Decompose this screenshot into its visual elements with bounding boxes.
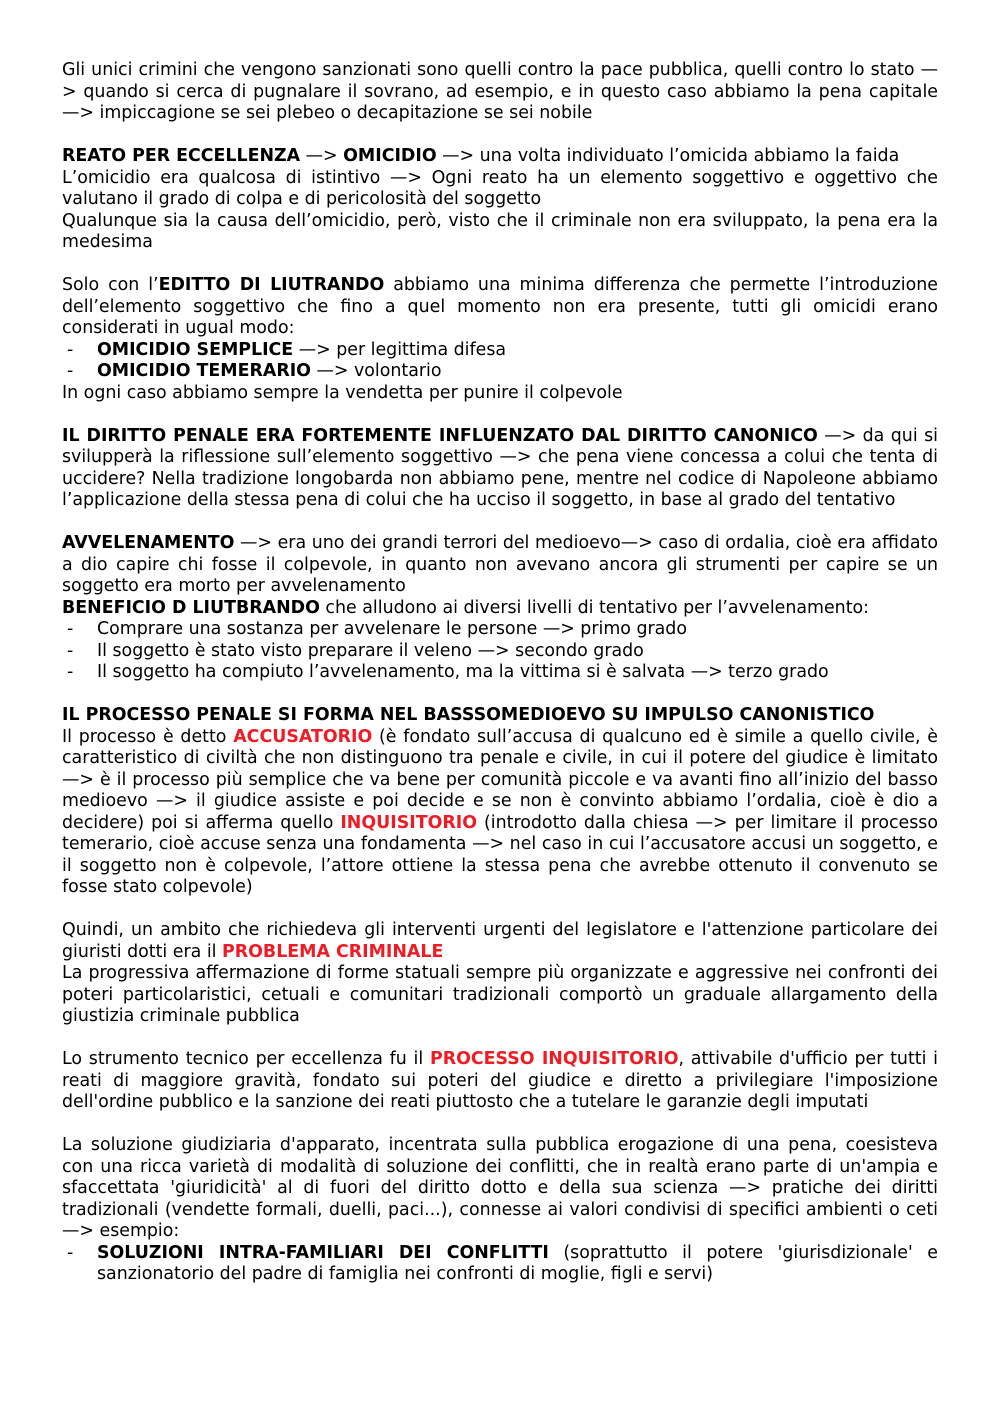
processo-mid: (è fondato sull’accusa di qualcuno ed è simile a quello civile, è caratteristico di civiltà che non distinguono tra penale e civile, in cui il potere del giudice è limitato —> è il processo più semplice che va bene per comunità piccole e va avanti fino all’inizio del basso medioevo —> il giudice assiste e poi decide e se non è convinto abbiamo l’ordalia, cioè è dio a decidere) poi si afferma quello — [62, 726, 938, 833]
accusatorio-highlight: ACCUSATORIO — [233, 726, 373, 747]
list-item — [62, 340, 938, 362]
beneficio-text: che alludono ai diversi livelli di tentativo per l’avvelenamento: — [319, 597, 870, 618]
inquisitorio-highlight: INQUISITORIO — [340, 812, 478, 833]
paragraph-vendetta: In ogni caso abbiamo sempre la vendetta per punire il colpevole — [62, 382, 623, 403]
heading-beneficio: BENEFICIO D LIUTBRANDO — [62, 597, 320, 618]
list-item-text: (soprattutto il potere 'giurisdizionale' e sanzionatorio del padre di famiglia nei confronti di moglie, figli e servi) — [97, 1242, 938, 1284]
soluzioni-intra-familiari-label: SOLUZIONI INTRA-FAMILIARI DEI CONFLITTI — [97, 1242, 549, 1263]
paragraph-soluzione-giudiziaria: La soluzione giudiziaria d'apparato, incentrata sulla pubblica erogazione di una pena, coesisteva con una ricca varietà di modalità di soluzione dei conflitti, che in realtà erano parte di un'ampia e sfaccettata 'giuridicità' al di fuori del diritto dotto e della sua scienza —> pratiche dei diritti tradizionali (vendette formali, duelli, paci...), connesse ai valori condivisi di specifici ambienti o ceti —> esempio: — [62, 1135, 938, 1241]
editto-pre: Solo con l’ — [62, 275, 159, 295]
omicidio-types-list — [62, 340, 938, 383]
problema-pre: Quindi, un ambito che richiedeva gli interventi urgenti del legislatore e l'attenzione particolare dei giuristi dotti era il — [62, 920, 938, 962]
heading-processo-penale-text: IL PROCESSO PENALE SI FORMA NEL BASSSOMEDIOEVO SU IMPULSO CANONISTICO — [62, 705, 875, 725]
list-item: - Il soggetto ha compiuto l’avvelenamento, ma la vittima si è salvata —> terzo grado — [62, 662, 938, 684]
list-item: - Il soggetto è stato visto preparare il veleno —> secondo grado — [62, 641, 938, 663]
omicidio-text: —> una volta individuato l’omicida abbiamo la faida — [436, 146, 900, 166]
list-item: - Comprare una sostanza per avvelenare le persone —> primo grado — [62, 619, 938, 641]
paragraph-omicidio-istintivo: L’omicidio era qualcosa di istintivo —> Ogni reato ha un elemento soggettivo e oggettivo che valutano il grado di colpa e di pericolosità del soggetto — [62, 167, 938, 209]
editto-text: abbiamo una minima differenza che permette l’introduzione dell’elemento soggettivo che fino a quel momento non era presente, tutti gli omicidi erano considerati in ugual modo: — [62, 275, 938, 338]
problema-criminale-highlight: PROBLEMA CRIMINALE — [222, 941, 444, 962]
paragraph-forme-statuali: La progressiva affermazione di forme statuali sempre più organizzate e aggressive nei confronti dei poteri particolaristici, cetuali e comunitari tradizionali comportò un graduale allargamento della giustizia criminale pubblica — [62, 963, 938, 1026]
list-item — [62, 1243, 938, 1286]
paragraph-causa-omicidio: Qualunque sia la causa dell’omicidio, però, visto che il criminale non era sviluppato, la pena era la medesima — [62, 210, 938, 252]
paragraph-avvelenamento — [62, 533, 938, 598]
processo-end: (introdotto dalla chiesa —> per limitare il processo temerario, cioè accuse senza una fondamenta —> nel caso in cui l’accusatore accusi un soggetto, e il soggetto non è colpevole, l’attore ottiene la stessa pena che avrebbe ottenuto il convenuto se fosse stato colpevole) — [62, 812, 938, 897]
heading-diritto-canonico: IL DIRITTO PENALE ERA FORTEMENTE INFLUENZATO DAL DIRITTO CANONICO — [62, 425, 818, 446]
paragraph-problema-criminale — [62, 920, 938, 963]
list-item-text: —> per legittima difesa — [293, 339, 507, 360]
paragraph-processo — [62, 727, 938, 899]
tentativo-levels-list — [62, 619, 938, 684]
strumento-pre: Lo strumento tecnico per eccellenza fu il — [62, 1049, 430, 1069]
paragraph-beneficio — [62, 598, 938, 620]
processo-pre: Il processo è detto — [62, 726, 234, 747]
processo-inquisitorio-highlight: PROCESSO INQUISITORIO — [429, 1049, 679, 1069]
heading-omicidio: OMICIDIO — [343, 146, 437, 166]
arrow-text: —> — [300, 146, 344, 166]
omicidio-semplice-label: OMICIDIO SEMPLICE — [97, 339, 294, 360]
diritto-canonico-text: —> da qui si svilupperà la riflessione sull’elemento soggettivo —> che pena viene concessa a colui che tenta di uccidere? Nella tradizione longobarda non abbiamo pene, mentre nel codice di Napoleone abbiamo l’applicazione della stessa pena di colui che ha ucciso il soggetto, in base al grado del tentativo — [62, 425, 938, 510]
heading-avvelenamento: AVVELENAMENTO — [62, 533, 235, 553]
heading-editto-di-liutrando: EDITTO DI LIUTRANDO — [158, 275, 385, 295]
paragraph-crimini-pubblici: Gli unici crimini che vengono sanzionati sono quelli contro la pace pubblica, quelli contro lo stato —> quando si cerca di pugnalare il sovrano, ad esempio, e in questo caso abbiamo la pena capitale —> impiccagione se sei plebeo o decapitazione se sei nobile — [62, 60, 938, 123]
heading-reato-per-eccellenza: REATO PER ECCELLENZA — [62, 146, 301, 166]
avvelenamento-text: —> era uno dei grandi terrori del medioevo—> caso di ordalia, cioè era affidato a dio capire chi fosse il colpevole, in quanto non avevano ancora gli strumenti per capire se un soggetto era morto per avvelenamento — [62, 533, 938, 596]
paragraph-editto-liutrando — [62, 275, 938, 340]
omicidio-temerario-label: OMICIDIO TEMERARIO — [97, 361, 311, 381]
paragraph-diritto-canonico — [62, 426, 938, 512]
soluzioni-list — [62, 1243, 938, 1286]
heading-processo-penale — [62, 705, 938, 727]
paragraph-omicidio — [62, 146, 938, 168]
strumento-text: , attivabile d'ufficio per tutti i reati di maggiore gravità, fondato sui poteri del giudice e diretto a privilegiare l'imposizione dell'ordine pubblico e la sanzione dei reati piuttosto che a tutelare le garanzie degli imputati — [62, 1049, 938, 1112]
list-item-text: —> volontario — [310, 361, 442, 381]
list-item — [62, 361, 938, 383]
paragraph-processo-inquisitorio — [62, 1049, 938, 1114]
